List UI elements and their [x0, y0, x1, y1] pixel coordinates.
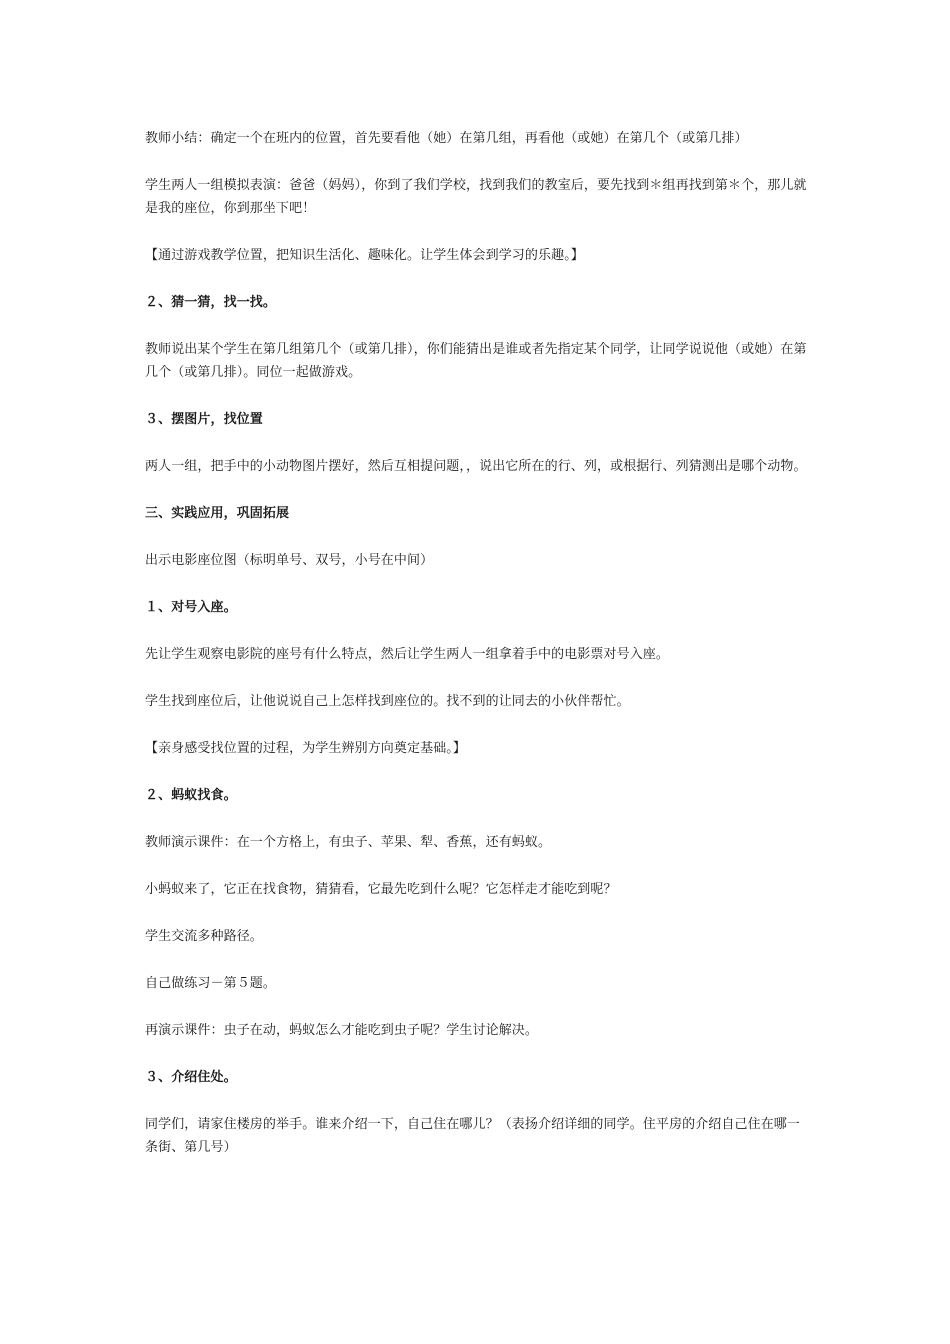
- heading-introduce-home: ３、介绍住处。: [145, 1070, 237, 1085]
- paragraph-guess-game: 教师说出某个学生在第几组第几个（或第几排），你们能猜出是谁或者先指定某个同学，让同学说说他（或她）在第几个（或第几排）。同位一起做游戏。: [145, 342, 807, 380]
- paragraph-experience-note: 【亲身感受找位置的过程，为学生辨别方向奠定基础。】: [145, 741, 467, 756]
- paragraph-teacher-summary: 教师小结：确定一个在班内的位置，首先要看他（她）在第几组，再看他（或她）在第几个（或第几排）: [145, 131, 748, 146]
- paragraph-observe-seats: 先让学生观察电影院的座号有什么特点，然后让学生两人一组拿着手中的电影票对号入座。: [145, 647, 670, 662]
- heading-ant-finds-food: ２、蚂蚁找食。: [145, 788, 237, 803]
- paragraph-moving-bug: 再演示课件：虫子在动，蚂蚁怎么才能吃到虫子呢？学生讨论解决。: [145, 1023, 539, 1038]
- paragraph-paths-exchange: 学生交流多种路径。: [145, 929, 263, 944]
- heading-seat-by-number: １、对号入座。: [145, 600, 237, 615]
- heading-arrange-pictures: ３、摆图片，找位置: [145, 412, 263, 427]
- paragraph-arrange-pictures: 两人一组，把手中的小动物图片摆好，然后互相提问题，，说出它所在的行、列，或根据行、列猜测出是哪个动物。: [145, 459, 807, 474]
- heading-practice-application: 三、实践应用，巩固拓展: [145, 506, 290, 521]
- paragraph-role-play: 学生两人一组模拟表演：爸爸（妈妈），你到了我们学校，找到我们的教室后，要先找到＊组再找到第＊个，那儿就是我的座位，你到那坐下吧！: [145, 178, 807, 216]
- paragraph-courseware-demo: 教师演示课件：在一个方格上，有虫子、苹果、犁、香蕉，还有蚂蚁。: [145, 835, 552, 850]
- paragraph-introduce-home: 同学们，请家住楼房的举手。谁来介绍一下，自己住在哪儿？（表扬介绍详细的同学。住平房的介绍自己住在哪一条街、第几号）: [145, 1117, 801, 1155]
- document-body: [145, 127, 810, 1183]
- paragraph-ant-question: 小蚂蚁来了，它正在找食物，猜猜看，它最先吃到什么呢？它怎样走才能吃到呢？: [145, 882, 617, 897]
- paragraph-cinema-seat-map: 出示电影座位图（标明单号、双号，小号在中间）: [145, 553, 434, 568]
- heading-guess-and-find: ２、猜一猜，找一找。: [145, 295, 277, 310]
- paragraph-exercise: 自己做练习－第５题。: [145, 976, 277, 991]
- paragraph-game-note: 【通过游戏教学位置，把知识生活化、趣味化。让学生体会到学习的乐趣。】: [145, 248, 584, 263]
- paragraph-find-seat: 学生找到座位后，让他说说自己上怎样找到座位的。找不到的让同去的小伙伴帮忙。: [145, 694, 630, 709]
